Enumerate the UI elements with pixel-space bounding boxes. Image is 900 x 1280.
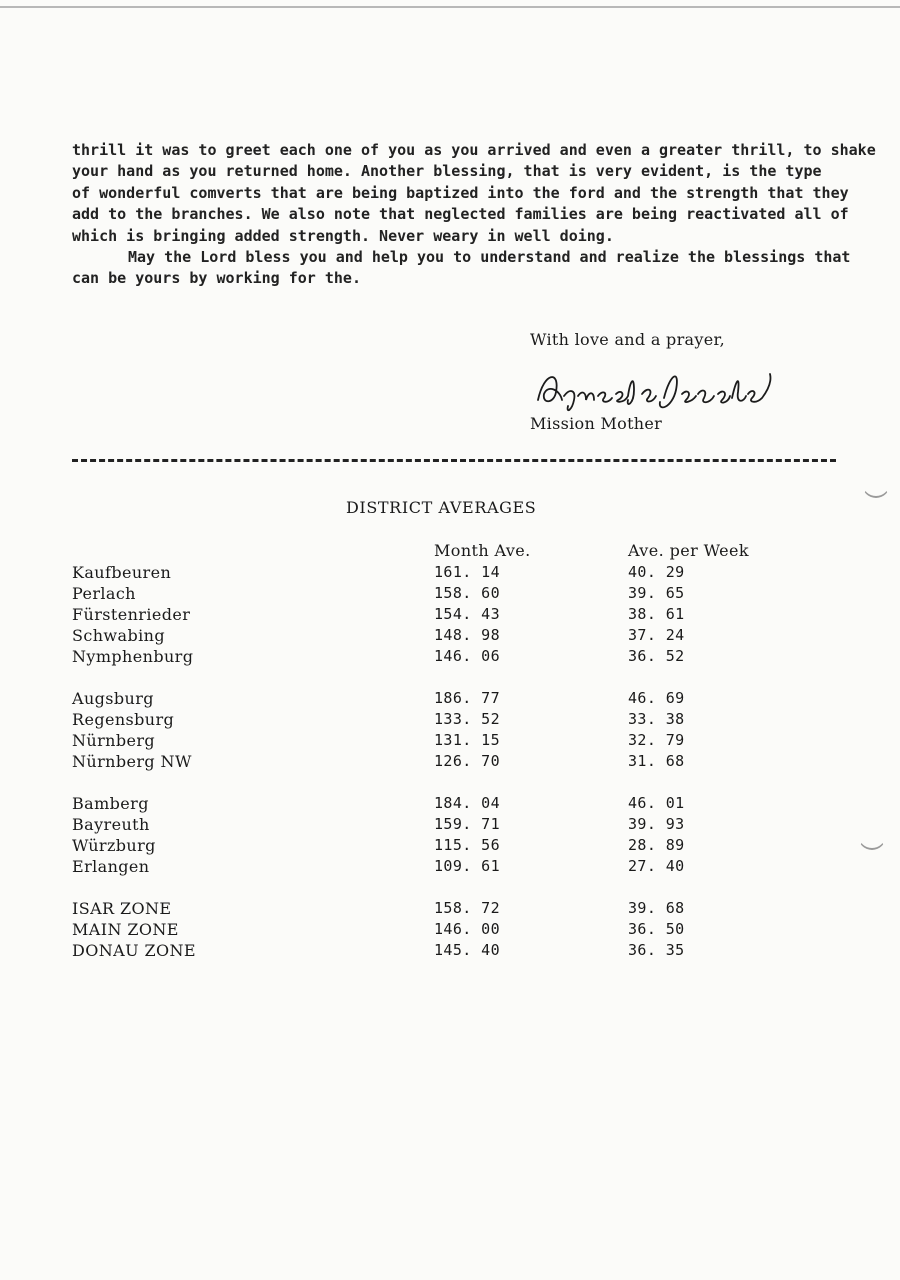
month-average: 109. 61 — [434, 857, 501, 875]
week-average: 37. 24 — [628, 626, 685, 644]
month-average: 145. 40 — [434, 941, 501, 959]
week-average: 38. 61 — [628, 605, 685, 623]
month-average: 146. 00 — [434, 920, 501, 938]
dashed-divider — [72, 459, 836, 462]
district-group — [72, 562, 832, 667]
district-averages-table — [72, 562, 832, 982]
district-name: Regensburg — [72, 710, 175, 729]
letter-closing: With love and a prayer, — [530, 330, 726, 349]
month-average: 115. 56 — [434, 836, 501, 854]
week-average: 27. 40 — [628, 857, 685, 875]
signature-title: Mission Mother — [530, 414, 663, 433]
district-name: Würzburg — [72, 836, 156, 855]
letter-line: which is bringing added strength. Never weary in well doing. — [72, 226, 614, 245]
column-header-month-ave: Month Ave. — [434, 541, 531, 560]
district-name: Schwabing — [72, 626, 165, 645]
week-average: 46. 69 — [628, 689, 685, 707]
week-average: 36. 35 — [628, 941, 685, 959]
table-row — [72, 688, 832, 709]
letter-line: add to the branches. We also note that neglected families are being reactivated all of — [72, 205, 849, 224]
letter-line: can be yours by working for the. — [72, 269, 361, 288]
week-average: 40. 29 — [628, 563, 685, 581]
month-average: 184. 04 — [434, 794, 501, 812]
week-average: 39. 93 — [628, 815, 685, 833]
month-average: 146. 06 — [434, 647, 501, 665]
month-average: 154. 43 — [434, 605, 501, 623]
zone-name: DONAU ZONE — [72, 941, 196, 960]
handwritten-signature — [530, 360, 780, 420]
table-row — [72, 814, 832, 835]
table-row — [72, 856, 832, 877]
week-average: 28. 89 — [628, 836, 685, 854]
table-row — [72, 625, 832, 646]
week-average: 33. 38 — [628, 710, 685, 728]
district-name: Augsburg — [72, 689, 154, 708]
district-name: Nymphenburg — [72, 647, 194, 666]
table-row — [72, 562, 832, 583]
table-row — [72, 730, 832, 751]
table-row — [72, 793, 832, 814]
table-row — [72, 940, 832, 961]
column-header-ave-per-week: Ave. per Week — [628, 541, 750, 560]
table-row — [72, 919, 832, 940]
month-average: 186. 77 — [434, 689, 501, 707]
week-average: 31. 68 — [628, 752, 685, 770]
table-title: DISTRICT AVERAGES — [346, 498, 537, 517]
week-average: 39. 68 — [628, 899, 685, 917]
letter-line: thrill it was to greet each one of you as you arrived and even a greater thrill, to shake — [72, 141, 876, 159]
week-average: 39. 65 — [628, 584, 685, 602]
month-average: 159. 71 — [434, 815, 501, 833]
letter-line: of wonderful comverts that are being baptized into the ford and the strength that they — [72, 183, 849, 202]
month-average: 161. 14 — [434, 563, 501, 581]
table-row — [72, 751, 832, 772]
letter-line: May the Lord bless you and help you to understand and realize the blessings that — [128, 248, 851, 267]
week-average: 36. 52 — [628, 647, 685, 665]
table-row — [72, 835, 832, 856]
zone-group — [72, 898, 832, 961]
punch-hole-mark — [858, 822, 886, 850]
month-average: 158. 72 — [434, 899, 501, 917]
month-average: 148. 98 — [434, 626, 501, 644]
punch-hole-mark — [862, 470, 890, 498]
table-row — [72, 709, 832, 730]
table-row — [72, 646, 832, 667]
district-name: Nürnberg NW — [72, 752, 192, 771]
table-row — [72, 898, 832, 919]
district-group — [72, 793, 832, 877]
district-name: Perlach — [72, 584, 136, 603]
district-name: Fürstenrieder — [72, 605, 191, 624]
district-name: Kaufbeuren — [72, 563, 172, 582]
month-average: 126. 70 — [434, 752, 501, 770]
table-row — [72, 583, 832, 604]
district-name: Bamberg — [72, 794, 149, 813]
month-average: 133. 52 — [434, 710, 501, 728]
week-average: 46. 01 — [628, 794, 685, 812]
page-top-edge — [0, 6, 900, 8]
month-average: 131. 15 — [434, 731, 501, 749]
district-name: Nürnberg — [72, 731, 156, 750]
zone-name: MAIN ZONE — [72, 920, 179, 939]
week-average: 32. 79 — [628, 731, 685, 749]
zone-name: ISAR ZONE — [72, 899, 172, 918]
district-name: Bayreuth — [72, 815, 150, 834]
letter-body — [72, 140, 900, 290]
district-group — [72, 688, 832, 772]
month-average: 158. 60 — [434, 584, 501, 602]
week-average: 36. 50 — [628, 920, 685, 938]
table-row — [72, 604, 832, 625]
letter-line: your hand as you returned home. Another blessing, that is very evident, is the type — [72, 162, 822, 181]
district-name: Erlangen — [72, 857, 150, 876]
